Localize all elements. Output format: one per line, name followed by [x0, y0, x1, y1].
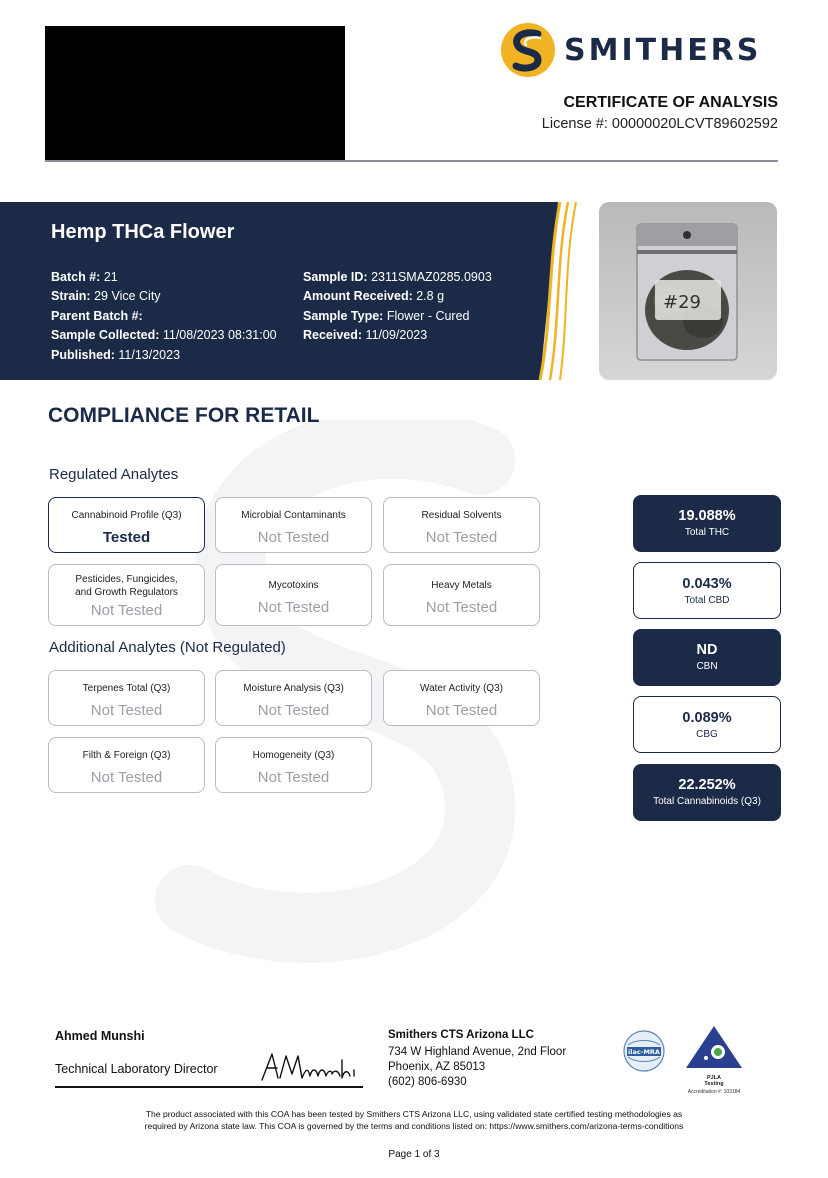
photo-label: #29 [663, 292, 701, 313]
analyte-status: Not Tested [257, 702, 330, 719]
meta-row [51, 268, 277, 287]
additional-analytes-title: Additional Analytes (Not Regulated) [49, 639, 286, 656]
summary-value: ND [696, 642, 718, 658]
analyte-name: Cannabinoid Profile (Q3) [71, 510, 182, 521]
analyte-name: Pesticides, Fungicides, [75, 574, 178, 585]
ilac-mra-logo-icon [622, 1029, 666, 1073]
analyte-status: Not Tested [257, 529, 330, 546]
meta-label: Sample Collected: [51, 328, 160, 343]
meta-label: Amount Received: [303, 289, 413, 304]
analyte-card-filth-foreign[interactable] [48, 737, 205, 793]
analyte-status: Not Tested [90, 602, 163, 619]
analyte-status: Not Tested [90, 702, 163, 719]
signer-name: Ahmed Munshi [55, 1029, 145, 1043]
analyte-name: Microbial Contaminants [241, 510, 346, 521]
lab-address-line1: 734 W Highland Avenue, 2nd Floor [388, 1046, 567, 1058]
analyte-status: Tested [102, 529, 151, 546]
meta-row [51, 287, 277, 306]
summary-label: Total CBD [684, 595, 730, 606]
summary-label: Total THC [684, 527, 730, 538]
product-meta-right [303, 268, 492, 346]
disclaimer [60, 1108, 768, 1132]
meta-row [51, 307, 277, 326]
brand-logo [500, 22, 761, 78]
signature-line [55, 1086, 363, 1088]
accreditation-number: Accreditation #: 103184 [687, 1089, 741, 1095]
disclaimer-line2: required by Arizona state law. This COA is governed by the terms and conditions listed on: https://www.smithers.com/arizona-terms-conditions [144, 1121, 684, 1131]
pjla-text: PJLA [706, 1075, 722, 1081]
meta-label: Sample ID: [303, 270, 368, 284]
summary-value: 0.089% [682, 710, 732, 726]
lab-address [388, 1045, 566, 1090]
summary-total-cannabinoids [633, 764, 781, 821]
summary-cbn [633, 629, 781, 686]
ilac-text: ilac-MRA [628, 1048, 660, 1056]
meta-value: 11/08/2023 08:31:00 [162, 328, 277, 343]
analyte-name: Filth & Foreign (Q3) [82, 750, 171, 761]
analyte-status: Not Tested [257, 599, 330, 616]
analyte-card-microbial[interactable] [215, 497, 372, 553]
disclaimer-line1: The product associated with this COA has been tested by Smithers CTS Arizona LLC, using validated state certified testing methodologies as [145, 1109, 683, 1119]
analyte-card-residual-solvents[interactable] [383, 497, 540, 553]
analyte-card-terpenes[interactable] [48, 670, 205, 726]
redacted-area [45, 26, 345, 162]
analyte-card-moisture[interactable] [215, 670, 372, 726]
analyte-name-line2: and Growth Regulators [75, 587, 178, 598]
page-number: Page 1 of 3 [388, 1149, 440, 1160]
meta-row [303, 268, 492, 287]
meta-value: 11/09/2023 [365, 328, 428, 343]
meta-value: 2311SMAZ0285.0903 [371, 270, 492, 284]
pjla-sub: Testing [704, 1081, 724, 1087]
pjla-logo [682, 1024, 746, 1095]
analyte-card-cannabinoid-profile[interactable] [48, 497, 205, 553]
regulated-analytes-title: Regulated Analytes [49, 466, 179, 483]
pjla-triangle-icon [684, 1024, 744, 1070]
meta-row [303, 287, 492, 306]
meta-value: 2.8 g [416, 289, 445, 304]
analyte-card-heavy-metals[interactable] [383, 564, 540, 626]
analyte-name: Water Activity (Q3) [420, 683, 503, 694]
summary-total-cbd [633, 562, 781, 619]
smithers-s-logo-icon [500, 22, 556, 78]
meta-label: Strain: [51, 289, 91, 304]
lab-name: Smithers CTS Arizona LLC [388, 1029, 534, 1041]
summary-value: 22.252% [678, 777, 736, 793]
summary-value: 19.088% [678, 508, 736, 524]
meta-label: Received: [303, 328, 363, 343]
license-label: License #: [541, 116, 608, 132]
analyte-name: Terpenes Total (Q3) [82, 683, 171, 694]
lab-address-line2: Phoenix, AZ 85013 [388, 1061, 486, 1073]
summary-label: CBN [696, 661, 718, 672]
analyte-name: Homogeneity (Q3) [252, 750, 335, 761]
meta-label: Sample Type: [303, 308, 384, 323]
sample-photo [599, 202, 777, 380]
summary-value: 0.043% [682, 576, 732, 592]
analyte-name: Mycotoxins [268, 580, 319, 591]
meta-value: 11/13/2023 [118, 347, 181, 362]
header-divider [45, 160, 778, 162]
sample-bag-image [599, 202, 777, 380]
meta-label: Published: [51, 347, 115, 362]
analyte-status: Not Tested [257, 769, 330, 786]
summary-cbg [633, 696, 781, 753]
meta-value: 29 Vice City [94, 289, 161, 304]
meta-row [303, 307, 492, 326]
summary-label: Total Cannabinoids (Q3) [653, 796, 761, 807]
product-title: Hemp THCa Flower [51, 221, 235, 243]
signature-image [258, 1050, 358, 1084]
summary-label: CBG [696, 729, 718, 740]
compliance-title: COMPLIANCE FOR RETAIL [48, 404, 320, 427]
analyte-status: Not Tested [425, 702, 498, 719]
analyte-name: Moisture Analysis (Q3) [243, 683, 344, 694]
certificate-title: CERTIFICATE OF ANALYSIS [563, 94, 778, 111]
analyte-card-homogeneity[interactable] [215, 737, 372, 793]
analyte-card-pesticides[interactable] [48, 564, 205, 626]
license-number: 00000020LCVT89602592 [611, 116, 778, 132]
analyte-name: Residual Solvents [421, 510, 502, 521]
product-meta-left [51, 268, 277, 365]
meta-row [51, 346, 277, 365]
analyte-status: Not Tested [90, 769, 163, 786]
analyte-status: Not Tested [425, 529, 498, 546]
analyte-card-mycotoxins[interactable] [215, 564, 372, 626]
license-line [542, 116, 778, 132]
brand-name: SMITHERS [564, 32, 762, 68]
meta-row [303, 326, 492, 345]
signer-role: Technical Laboratory Director [55, 1062, 218, 1076]
lab-phone: (602) 806-6930 [388, 1076, 467, 1088]
analyte-card-water-activity[interactable] [383, 670, 540, 726]
analyte-name: Heavy Metals [431, 580, 492, 591]
summary-total-thc [633, 495, 781, 552]
meta-value: 21 [103, 270, 118, 284]
analyte-status: Not Tested [425, 599, 498, 616]
meta-row [51, 326, 277, 345]
meta-label: Parent Batch #: [51, 308, 143, 323]
meta-label: Batch #: [51, 270, 101, 284]
meta-value: Flower - Cured [386, 308, 470, 323]
